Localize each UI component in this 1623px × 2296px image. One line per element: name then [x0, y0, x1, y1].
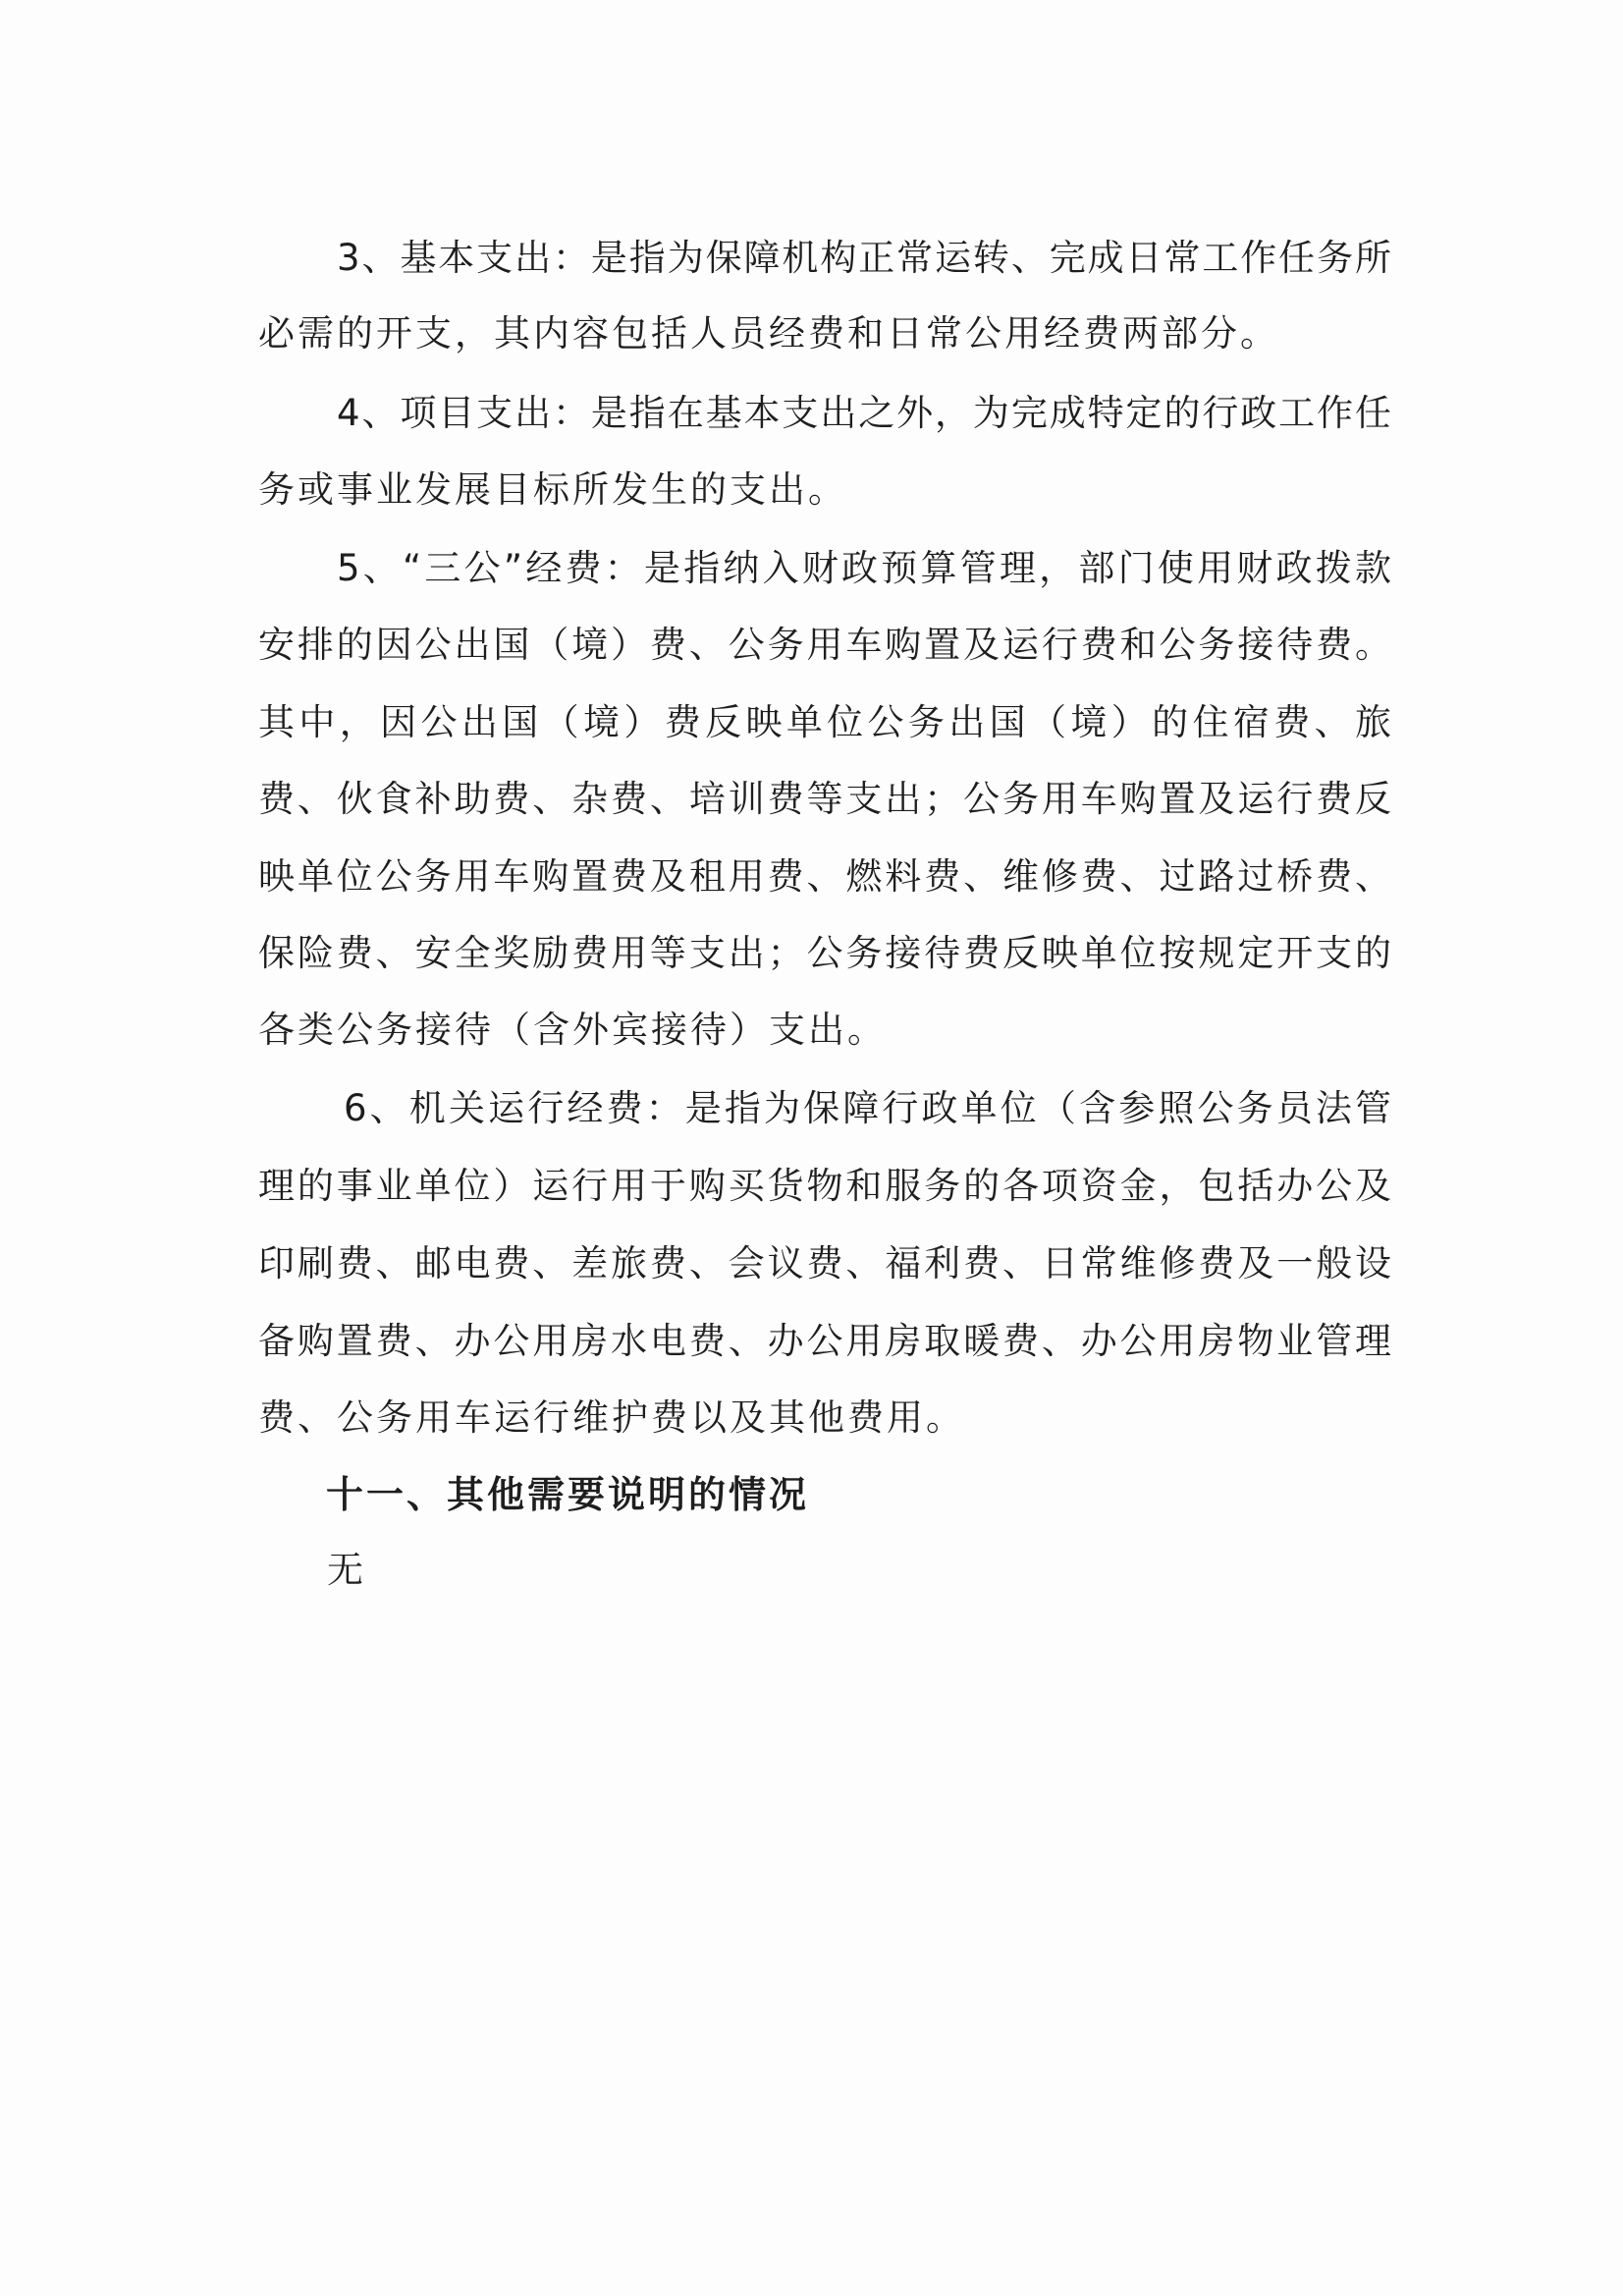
paragraph-4-line-1: 4、项目支出：是指在基本支出之外，为完成特定的行政工作任	[337, 392, 1391, 434]
paragraph-6-line-4: 备购置费、办公用房水电费、办公用房取暖费、办公用房物业管理	[258, 1320, 1391, 1362]
paragraph-5-line-3: 其中，因公出国（境）费反映单位公务出国（境）的住宿费、旅	[258, 701, 1391, 743]
paragraph-6-line-2: 理的事业单位）运行用于购买货物和服务的各项资金，包括办公及	[258, 1165, 1391, 1207]
paragraph-6-line-5: 费、公务用车运行维护费以及其他费用。	[258, 1396, 965, 1439]
section-body: 无	[327, 1549, 366, 1591]
section-heading: 十一、其他需要说明的情况	[326, 1473, 810, 1516]
paragraph-5-line-5: 映单位公务用车购置费及租用费、燃料费、维修费、过路过桥费、	[258, 855, 1391, 898]
paragraph-5-line-1: 5、“三公”经费：是指纳入财政预算管理，部门使用财政拨款	[337, 547, 1391, 589]
paragraph-3-line-2: 必需的开支，其内容包括人员经费和日常公用经费两部分。	[258, 312, 1279, 355]
paragraph-5-line-2: 安排的因公出国（境）费、公务用车购置及运行费和公务接待费。	[258, 624, 1391, 666]
paragraph-5-line-4: 费、伙食补助费、杂费、培训费等支出；公务用车购置及运行费反	[258, 778, 1391, 820]
paragraph-5-line-6: 保险费、安全奖励费用等支出；公务接待费反映单位按规定开支的	[258, 932, 1391, 974]
paragraph-6-line-1: 6、机关运行经费：是指为保障行政单位（含参照公务员法管	[344, 1087, 1391, 1129]
paragraph-4-line-2: 务或事业发展目标所发生的支出。	[258, 468, 847, 511]
paragraph-3-line-1: 3、基本支出：是指为保障机构正常运转、完成日常工作任务所	[337, 237, 1391, 279]
paragraph-6-line-3: 印刷费、邮电费、差旅费、会议费、福利费、日常维修费及一般设	[258, 1242, 1391, 1285]
paragraph-5-line-7: 各类公务接待（含外宾接待）支出。	[258, 1009, 887, 1051]
